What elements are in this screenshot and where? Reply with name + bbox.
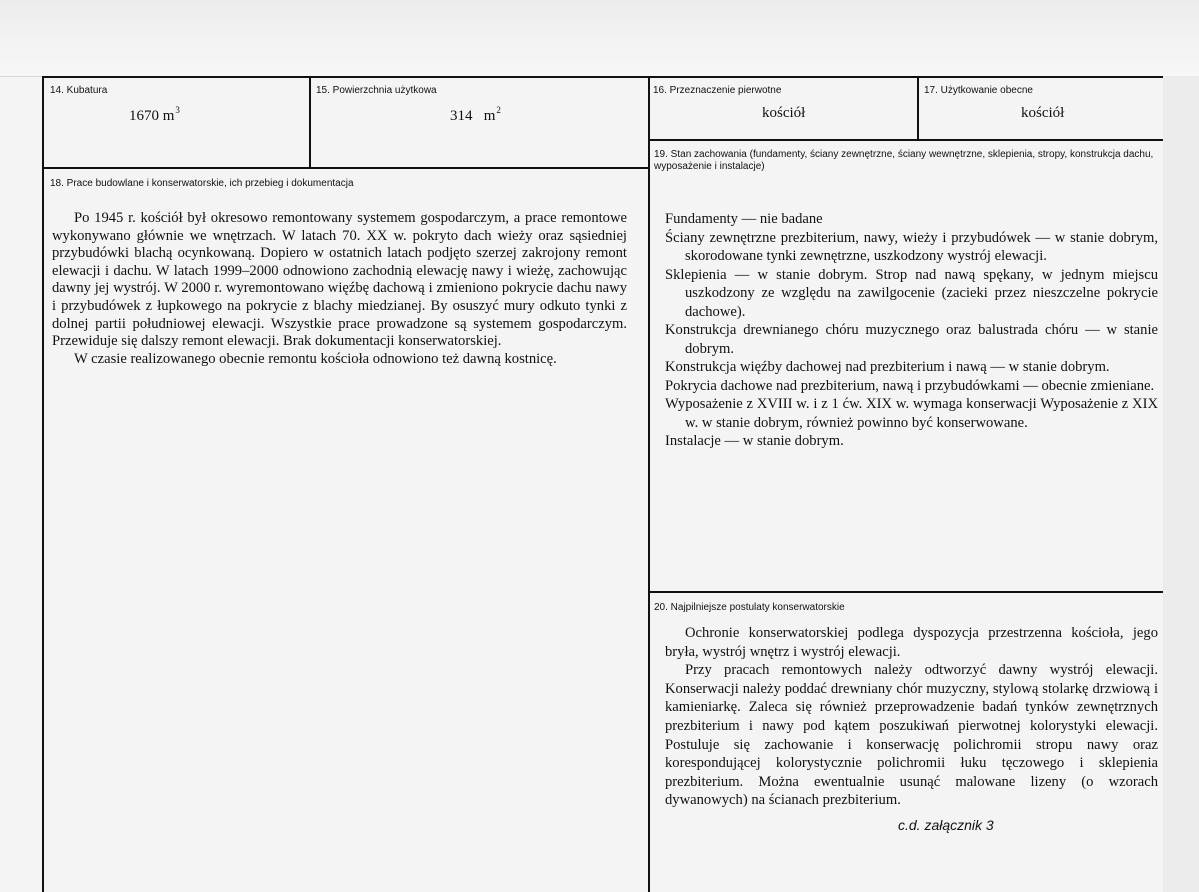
field-14-value (129, 105, 180, 125)
field-16-label: 16. Przeznaczenie pierwotne (653, 85, 782, 96)
scan-right-margin (1163, 76, 1199, 892)
attachment-note: c.d. załącznik 3 (898, 817, 994, 833)
condition-item: Pokrycia dachowe nad prezbiterium, nawą i przybudówkami — obecnie zmieniane. (665, 377, 1155, 394)
postulate-paragraph: Przy pracach remontowych należy odtworzyć dawny wystrój elewacji. Konserwacji należy poddać drewniany chór muzyczny, stylową stolarkę drzwiową i kamieniarkę. Zaleca się również przeprowadzenie badań tynków zewnętrznych prezbiterium i nawy pod kątem poszukiwań pierwotnej kolorystyki elewacji. Postuluje się zachowanie i konserwację polichromii stropu nawy oraz korespondującej kolorystycznie polichromii łuku tęczowego i sklepienia prezbiterium. Można ewentualnie usunąć malowane lizeny (o wzorach dywanowych) na ścianach prezbiterium. (665, 662, 1158, 809)
condition-item: Konstrukcja więźby dachowej nad prezbiterium i nawą — w stanie dobrym. (665, 359, 1110, 375)
field-18-text (52, 210, 627, 368)
field-15-value (450, 105, 501, 125)
field-16-value: kościół (762, 105, 806, 121)
field-15-label: 15. Powierzchnia użytkowa (316, 85, 437, 96)
left-rule (42, 76, 44, 892)
field-20-text (665, 624, 1158, 810)
cubature-unit-exponent: 3 (175, 105, 180, 115)
rule-above-20 (648, 591, 1163, 593)
field-19-text (665, 210, 1158, 451)
top-rule (42, 76, 1163, 78)
condition-item: Wyposażenie z XVIII w. i z 1 ćw. XIX w. wymaga konserwacji Wyposażenie z XIX w. w stanie dobrym, również powinno być konserwowane. (665, 396, 1158, 431)
condition-item: Ściany zewnętrzne prezbiterium, nawy, wieży i przybudówek — w stanie dobrym, skorodowane tynki zewnętrzne, uszkodzony wystrój elewacji. (665, 229, 1158, 264)
condition-item: Sklepienia — w stanie dobrym. Strop nad nawą spękany, w jednym miejscu uszkodzony ze względu na zawilgocenie (zacieki przez nieszczelne pokrycie dachowe). (665, 266, 1158, 320)
field-17-value: kościół (1021, 105, 1065, 121)
condition-item: Fundamenty — nie badane (665, 211, 823, 227)
rule-under-14-15 (42, 167, 650, 169)
postulate-paragraph: Ochronie konserwatorskiej podlega dyspozycja przestrzenna kościoła, jego bryła, wystrój wnętrz i wystrój elewacji. (665, 625, 1158, 660)
area-value: 314 m (450, 108, 496, 124)
scan-top-margin (0, 0, 1199, 77)
field-20-label: 20. Najpilniejsze postulaty konserwatorskie (654, 602, 845, 613)
field-19-label: 19. Stan zachowania (fundamenty, ściany zewnętrzne, ściany wewnętrzne, sklepienia, stropy, konstrukcja dachu, wyposażenie i instalacje) (654, 149, 1154, 172)
divider-14-15 (309, 76, 311, 168)
condition-item: Instalacje — w stanie dobrym. (665, 433, 844, 449)
field-18-paragraph: Po 1945 r. kościół był okresowo remontowany systemem gospodarczym, a prace remontowe wykonywano głównie we wnętrzach. W latach 70. XX w. pokryto dach wieży oraz sąsiedniej przybudówki blachą ocynkowaną. Dopiero w ostatnich latach podjęto szerzej zakrojony remont elewacji i dachu. W latach 1999–2000 odnowiono zachodnią elewację nawy i wieżę, zachowując dawny jej wystrój. W 2000 r. wyremontowano więźbę dachową i zmieniono pokrycie dachu nawy i przybudówek z łupkowego na pokrycie z blachy miedzianej. By osuszyć mury odkuto tynki z dolnej partii południowej elewacji. Wszystkie prace prowadzone są systemem gospodarczym. Przewiduje się dalszy remont elewacji. Brak dokumentacji konserwatorskiej. (52, 210, 627, 350)
condition-item: Konstrukcja drewnianego chóru muzycznego oraz balustrada chóru — w stanie dobrym. (665, 322, 1158, 357)
area-unit-exponent: 2 (496, 105, 501, 115)
divider-center (648, 76, 650, 892)
field-14-label: 14. Kubatura (50, 85, 108, 96)
field-18-label: 18. Prace budowlane i konserwatorskie, ich przebieg i dokumentacja (50, 178, 354, 189)
rule-under-16-17 (648, 139, 1163, 141)
divider-16-17 (917, 76, 919, 140)
cubature-value: 1670 m (129, 108, 175, 124)
field-18-paragraph: W czasie realizowanego obecnie remontu kościoła odnowiono też dawną kostnicę. (74, 350, 557, 367)
field-17-label: 17. Użytkowanie obecne (924, 85, 1033, 96)
